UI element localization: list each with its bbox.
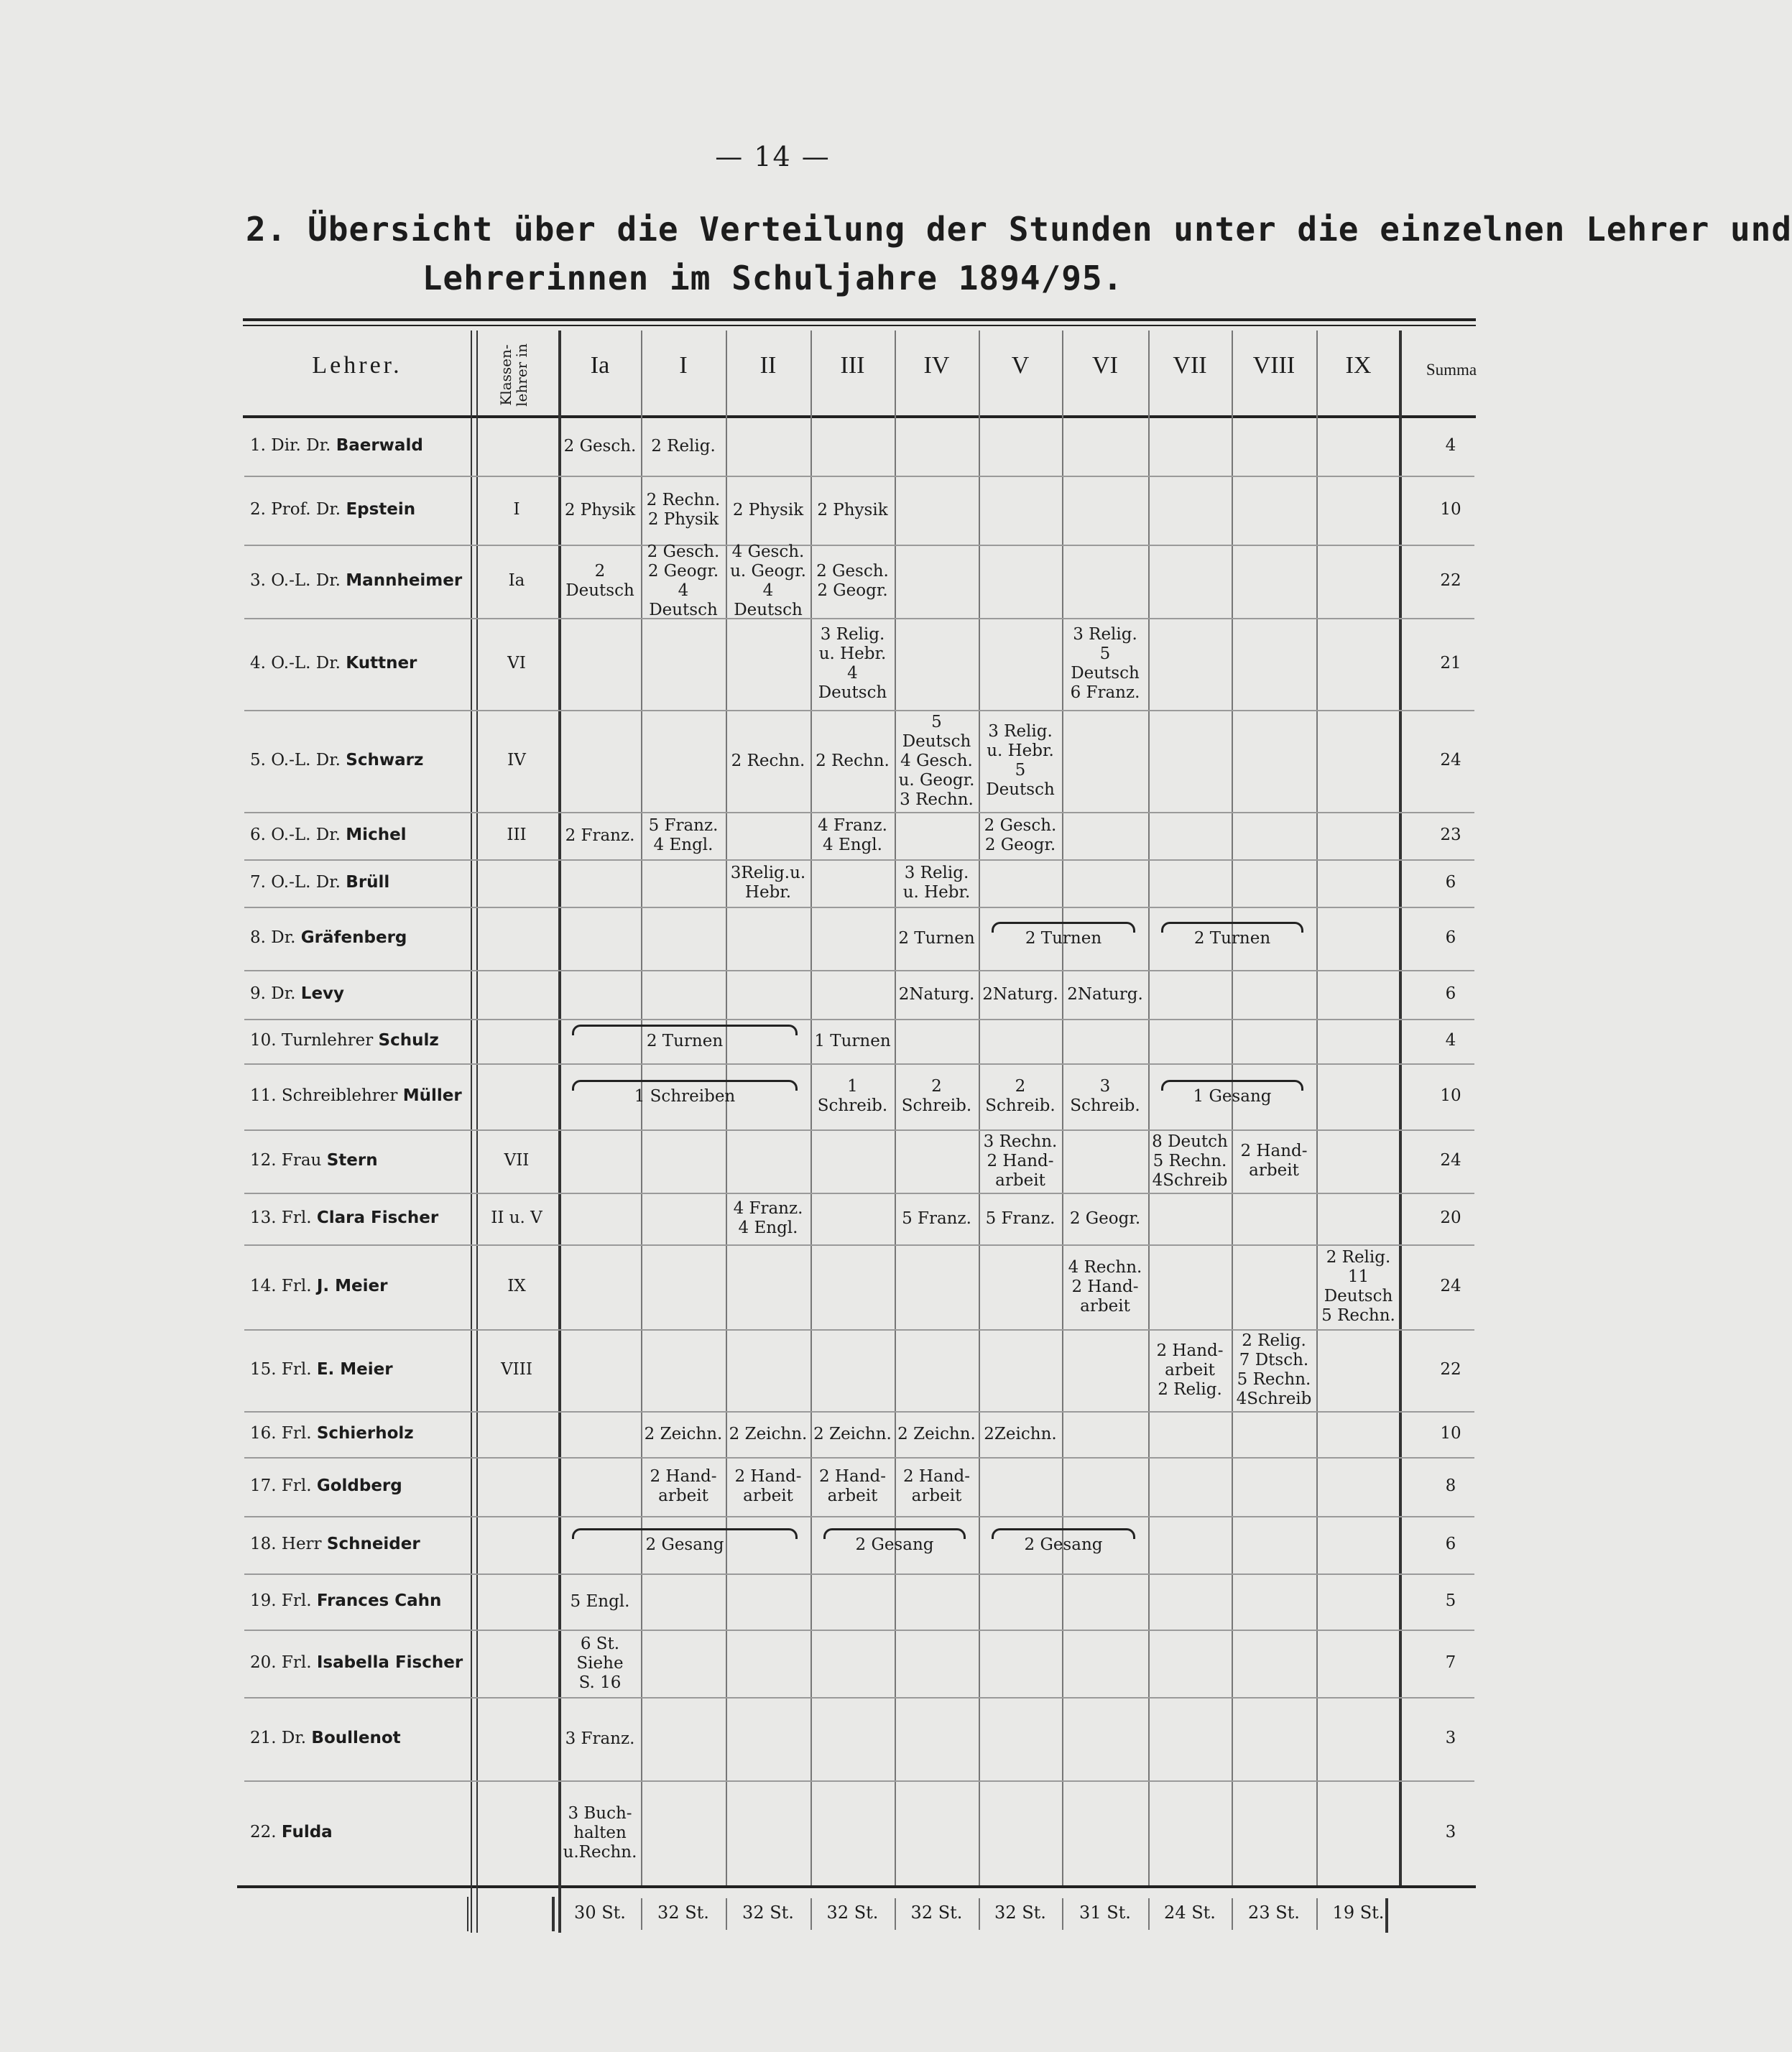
totals-right-bar [1385, 1898, 1388, 1933]
teacher-surname: Boullenot [311, 1729, 401, 1747]
cell-Ia-row-18: 2 Gesang [645, 1535, 724, 1554]
klassenlehrer-14: IX [507, 1277, 526, 1295]
cell-III-row-11: 1 Schreib. [817, 1077, 888, 1115]
cell-V-row-9: 2Naturg. [982, 984, 1058, 1004]
cell-VII-row-11: 1 Gesang [1193, 1086, 1272, 1106]
row-divider-5 [244, 710, 1474, 711]
teacher-surname: Schwarz [346, 751, 424, 770]
row-divider-15 [244, 1329, 1474, 1331]
brace-11-7 [1161, 1080, 1303, 1091]
cell-I-row-6: 5 Franz. 4 Engl. [648, 816, 719, 854]
brace-11-0 [572, 1080, 798, 1091]
klassenlehrer-13: II u. V [491, 1208, 542, 1227]
teacher-surname: Kuttner [346, 654, 417, 673]
cell-II-row-17: 2 Hand- arbeit [734, 1467, 802, 1505]
brace-8-5 [992, 922, 1135, 933]
total-III: 32 St. [826, 1903, 879, 1923]
page-title-line-1: 2. Übersicht über die Verteilung der Stunden unter die einzelnen Lehrer und [246, 210, 1792, 249]
total-VI: 31 St. [1079, 1903, 1131, 1923]
teacher-name-10 [250, 1031, 439, 1050]
teacher-surname: Isabella Fischer [316, 1653, 463, 1672]
cell-III-row-4: 3 Relig. u. Hebr. 4 Deutsch [818, 625, 887, 702]
teacher-title: Frl. [281, 1591, 317, 1610]
vline-col-8 [1232, 331, 1233, 1885]
teacher-number: 15. [250, 1360, 282, 1379]
teacher-title: O.-L. Dr. [271, 654, 346, 673]
summa-16: 10 [1440, 1424, 1461, 1443]
klassenlehrer-3: Ia [508, 571, 525, 590]
cell-III-row-2: 2 Physik [817, 500, 888, 519]
row-divider-17 [244, 1457, 1474, 1459]
header-class-IX: IX [1345, 352, 1372, 379]
header-bottom-rule [243, 415, 1476, 418]
klassenlehrer-15: VIII [501, 1360, 532, 1379]
teacher-surname: J. Meier [316, 1277, 388, 1295]
cell-VI-row-9: 2Naturg. [1067, 984, 1143, 1004]
summa-13: 20 [1440, 1208, 1461, 1227]
teacher-number: 17. [250, 1476, 282, 1495]
teacher-title: O.-L. Dr. [271, 873, 346, 892]
header-class-Ia: Ia [590, 352, 610, 379]
teacher-title: Herr [281, 1535, 327, 1553]
teacher-number: 1. [250, 436, 272, 455]
cell-Ia-row-21: 3 Franz. [565, 1729, 635, 1748]
teacher-name-9 [250, 984, 344, 1003]
cell-II-row-5: 2 Rechn. [731, 751, 805, 770]
total-V: 32 St. [994, 1903, 1046, 1923]
teacher-title: Dr. [281, 1729, 312, 1747]
teacher-name-3 [250, 571, 462, 590]
header-class-V: V [1011, 352, 1030, 379]
totals-left-bar [467, 1897, 468, 1931]
cell-Ia-row-19: 5 Engl. [570, 1591, 630, 1611]
brace-18-3 [823, 1528, 966, 1539]
teacher-number: 3. [250, 571, 272, 590]
totals-divider-9 [1316, 1898, 1318, 1930]
teacher-surname: Müller [402, 1086, 462, 1105]
teacher-surname: Stern [326, 1151, 378, 1170]
summa-8: 6 [1445, 928, 1456, 947]
teacher-surname: Michel [346, 826, 407, 844]
cell-III-row-18: 2 Gesang [855, 1535, 934, 1554]
cell-VII-row-15: 2 Hand- arbeit 2 Relig. [1156, 1341, 1224, 1399]
teacher-name-15 [250, 1360, 393, 1379]
row-divider-14 [244, 1244, 1474, 1246]
header-class-VII: VII [1173, 352, 1207, 379]
summa-11: 10 [1440, 1086, 1461, 1105]
header-class-VIII: VIII [1252, 352, 1295, 379]
totals-divider-2 [726, 1898, 727, 1930]
teacher-number: 19. [250, 1591, 282, 1610]
teacher-surname: Baerwald [336, 436, 423, 455]
header-summa: Summa [1426, 361, 1477, 379]
teacher-number: 12. [250, 1151, 282, 1170]
teacher-surname: Schulz [378, 1031, 439, 1050]
teacher-name-1 [250, 436, 423, 455]
summa-10: 4 [1445, 1031, 1456, 1050]
totals-left-bar-2 [552, 1897, 555, 1931]
header-lehrer: Lehrer. [312, 352, 402, 379]
row-divider-22 [244, 1780, 1474, 1782]
summa-9: 6 [1445, 984, 1456, 1003]
cell-VIII-row-12: 2 Hand- arbeit [1240, 1142, 1308, 1180]
vline-klassen-left-2 [471, 331, 472, 1933]
teacher-name-11 [250, 1086, 462, 1105]
cell-Ia-row-22: 3 Buch- halten u.Rechn. [563, 1803, 637, 1862]
row-divider-8 [244, 907, 1474, 908]
teacher-number: 22. [250, 1823, 282, 1841]
summa-1: 4 [1445, 436, 1456, 455]
cell-VII-row-12: 8 Deutch 5 Rechn. 4Schreib [1152, 1132, 1228, 1190]
cell-Ia-row-6: 2 Franz. [565, 826, 635, 845]
cell-III-row-17: 2 Hand- arbeit [818, 1467, 887, 1505]
summa-17: 8 [1445, 1476, 1456, 1495]
teacher-title: Frl. [281, 1476, 317, 1495]
total-II: 32 St. [742, 1903, 794, 1923]
teacher-title: O.-L. Dr. [271, 826, 346, 844]
teacher-surname: Clara Fischer [316, 1208, 439, 1227]
teacher-name-12 [250, 1151, 378, 1170]
cell-V-row-8: 2 Turnen [1025, 928, 1102, 948]
totals-divider-3 [810, 1898, 812, 1930]
summa-20: 7 [1445, 1653, 1456, 1672]
summa-21: 3 [1445, 1729, 1456, 1747]
teacher-title: Prof. Dr. [271, 500, 346, 519]
klassenlehrer-5: IV [507, 751, 526, 770]
cell-III-row-3: 2 Gesch. 2 Geogr. [816, 562, 889, 600]
cell-IV-row-5: 5 Deutsch 4 Gesch. u. Geogr. 3 Rechn. [898, 712, 975, 809]
cell-V-row-5: 3 Relig. u. Hebr. 5 Deutsch [986, 722, 1055, 799]
teacher-surname: Gräfenberg [300, 928, 407, 947]
cell-I-row-1: 2 Relig. [651, 436, 716, 456]
row-divider-18 [244, 1516, 1474, 1517]
teacher-title: O.-L. Dr. [271, 571, 346, 590]
cell-II-row-2: 2 Physik [732, 500, 804, 519]
cell-I-row-17: 2 Hand- arbeit [650, 1467, 717, 1505]
summa-4: 21 [1440, 654, 1461, 673]
teacher-number: 8. [250, 928, 272, 947]
cell-VI-row-11: 3 Schreib. [1070, 1077, 1140, 1115]
row-divider-6 [244, 812, 1474, 813]
row-divider-11 [244, 1063, 1474, 1065]
cell-VI-row-4: 3 Relig. 5 Deutsch 6 Franz. [1070, 625, 1140, 702]
cell-II-row-7: 3Relig.u. Hebr. [730, 864, 806, 902]
total-Ia: 30 St. [574, 1903, 626, 1923]
cell-III-row-6: 4 Franz. 4 Engl. [818, 816, 887, 854]
teacher-name-20 [250, 1653, 463, 1672]
summa-14: 24 [1440, 1277, 1461, 1295]
header-class-I: I [679, 352, 688, 379]
cell-IV-row-11: 2 Schreib. [901, 1077, 972, 1115]
total-IX: 19 St. [1332, 1903, 1385, 1923]
cell-I-row-16: 2 Zeichn. [644, 1424, 723, 1443]
teacher-number: 13. [250, 1208, 282, 1227]
cell-IV-row-16: 2 Zeichn. [897, 1424, 976, 1443]
row-divider-4 [244, 618, 1474, 619]
brace-18-0 [572, 1528, 798, 1539]
cell-Ia-row-10: 2 Turnen [646, 1031, 724, 1050]
row-divider-21 [244, 1697, 1474, 1699]
summa-12: 24 [1440, 1151, 1461, 1170]
cell-IV-row-7: 3 Relig. u. Hebr. [902, 864, 971, 902]
total-IV: 32 St. [910, 1903, 963, 1923]
teacher-number: 5. [250, 751, 272, 770]
teacher-name-14 [250, 1277, 387, 1295]
total-I: 32 St. [657, 1903, 709, 1923]
teacher-title: Turnlehrer [281, 1031, 379, 1050]
summa-5: 24 [1440, 751, 1461, 770]
cell-II-row-16: 2 Zeichn. [729, 1424, 808, 1443]
klassenlehrer-2: I [513, 500, 520, 519]
klassenlehrer-4: VI [507, 654, 526, 673]
teacher-number: 16. [250, 1424, 282, 1443]
row-divider-13 [244, 1193, 1474, 1194]
row-divider-2 [244, 476, 1474, 477]
total-VIII: 23 St. [1248, 1903, 1300, 1923]
teacher-title: O.-L. Dr. [271, 751, 346, 770]
teacher-name-18 [250, 1535, 420, 1553]
teacher-title: Frau [281, 1151, 327, 1170]
teacher-number: 18. [250, 1535, 282, 1553]
row-divider-19 [244, 1573, 1474, 1575]
brace-8-7 [1161, 922, 1303, 933]
row-divider-20 [244, 1630, 1474, 1631]
cell-V-row-13: 5 Franz. [985, 1208, 1056, 1228]
teacher-name-22 [250, 1823, 333, 1841]
teacher-name-7 [250, 873, 389, 892]
teacher-number: 10. [250, 1031, 282, 1050]
summa-6: 23 [1440, 826, 1461, 844]
teacher-surname: Goldberg [316, 1476, 402, 1495]
teacher-surname: Levy [300, 984, 345, 1003]
klassenlehrer-6: III [507, 826, 527, 844]
teacher-surname: Epstein [346, 500, 416, 519]
cell-III-row-5: 2 Rechn. [816, 751, 890, 770]
cell-IV-row-13: 5 Franz. [902, 1208, 971, 1228]
teacher-number: 9. [250, 984, 272, 1003]
header-class-VI: VI [1092, 352, 1118, 379]
vline-summa-left [1399, 331, 1402, 1885]
teacher-number: 2. [250, 500, 272, 519]
row-divider-9 [244, 970, 1474, 971]
cell-Ia-row-1: 2 Gesch. [563, 436, 637, 456]
cell-III-row-16: 2 Zeichn. [813, 1424, 892, 1443]
teacher-number: 20. [250, 1653, 282, 1672]
row-divider-10 [244, 1019, 1474, 1020]
teacher-surname: Schierholz [316, 1424, 414, 1443]
header-klassenlehrer: Klassen- lehrer in [497, 343, 530, 407]
total-VII: 24 St. [1164, 1903, 1216, 1923]
brace-10-0 [572, 1025, 798, 1035]
cell-IV-row-17: 2 Hand- arbeit [902, 1467, 971, 1505]
klassenlehrer-12: VII [504, 1151, 530, 1170]
teacher-name-16 [250, 1424, 414, 1443]
teacher-number: 14. [250, 1277, 282, 1295]
teacher-title: Frl. [281, 1208, 317, 1227]
row-divider-12 [244, 1129, 1474, 1131]
cell-V-row-6: 2 Gesch. 2 Geogr. [984, 816, 1057, 854]
cell-V-row-11: 2 Schreib. [985, 1077, 1056, 1115]
teacher-title: Frl. [281, 1360, 317, 1379]
teacher-name-13 [250, 1208, 438, 1227]
summa-7: 6 [1445, 873, 1456, 892]
teacher-surname: Frances Cahn [316, 1591, 442, 1610]
cell-Ia-row-3: 2 Deutsch [565, 562, 634, 600]
header-class-III: III [840, 352, 865, 379]
cell-IV-row-9: 2Naturg. [898, 984, 975, 1004]
teacher-name-4 [250, 654, 417, 673]
cell-II-row-13: 4 Franz. 4 Engl. [733, 1199, 803, 1237]
summa-3: 22 [1440, 571, 1461, 590]
teacher-number: 4. [250, 654, 272, 673]
cell-V-row-16: 2Zeichn. [984, 1424, 1057, 1443]
teacher-name-17 [250, 1476, 402, 1495]
teacher-surname: Schneider [326, 1535, 420, 1553]
teacher-name-19 [250, 1591, 441, 1610]
cell-I-row-2: 2 Rechn. 2 Physik [646, 491, 721, 529]
page-number: — 14 — [715, 141, 831, 172]
totals-divider-5 [979, 1898, 980, 1930]
page-title-line-2: Lehrerinnen im Schuljahre 1894/95. [422, 259, 1124, 297]
teacher-number: 11. [250, 1086, 282, 1105]
teacher-number: 6. [250, 826, 272, 844]
teacher-name-21 [250, 1729, 401, 1747]
cell-III-row-10: 1 Turnen [814, 1031, 891, 1050]
teacher-name-8 [250, 928, 407, 947]
totals-divider-8 [1232, 1898, 1233, 1930]
teacher-title: Frl. [281, 1653, 317, 1672]
vline-col-9 [1316, 331, 1318, 1885]
teacher-surname: Fulda [281, 1823, 333, 1841]
cell-VIII-row-15: 2 Relig. 7 Dtsch. 5 Rechn. 4Schreib [1236, 1331, 1312, 1408]
cell-II-row-3: 4 Gesch. u. Geogr. 4 Deutsch [730, 542, 806, 619]
summa-15: 22 [1440, 1360, 1461, 1379]
teacher-title: Frl. [281, 1424, 317, 1443]
cell-Ia-row-20: 6 St. Siehe S. 16 [576, 1634, 624, 1692]
cell-Ia-row-11: 1 Schreiben [634, 1086, 736, 1106]
teacher-title: Frl. [281, 1277, 317, 1295]
teacher-surname: E. Meier [316, 1360, 393, 1379]
summa-18: 6 [1445, 1535, 1456, 1553]
cell-IV-row-8: 2 Turnen [898, 928, 975, 948]
cell-Ia-row-2: 2 Physik [564, 500, 636, 519]
table-top-rule [243, 318, 1476, 321]
teacher-name-5 [250, 751, 423, 770]
header-class-IV: IV [923, 352, 950, 379]
cell-VII-row-8: 2 Turnen [1193, 928, 1271, 948]
cell-V-row-18: 2 Gesang [1024, 1535, 1103, 1554]
vline-col-7 [1148, 331, 1150, 1885]
teacher-number: 21. [250, 1729, 282, 1747]
totals-divider-1 [641, 1898, 642, 1930]
totals-divider-6 [1062, 1898, 1063, 1930]
teacher-surname: Mannheimer [346, 571, 463, 590]
brace-18-5 [992, 1528, 1135, 1539]
teacher-title: Dr. [271, 984, 301, 1003]
row-divider-16 [244, 1411, 1474, 1413]
cell-I-row-3: 2 Gesch. 2 Geogr. 4 Deutsch [647, 542, 720, 619]
teacher-title: Dr. [271, 928, 301, 947]
teacher-title: Schreiblehrer [281, 1086, 403, 1105]
teacher-name-2 [250, 500, 415, 519]
header-class-II: II [759, 352, 777, 379]
totals-divider-4 [895, 1898, 896, 1930]
cell-V-row-12: 3 Rechn. 2 Hand- arbeit [983, 1132, 1058, 1190]
cell-IX-row-14: 2 Relig. 11 Deutsch 5 Rechn. [1321, 1248, 1395, 1325]
row-divider-3 [244, 545, 1474, 546]
teacher-surname: Brüll [346, 873, 390, 892]
summa-22: 3 [1445, 1823, 1456, 1841]
cell-VI-row-13: 2 Geogr. [1069, 1208, 1141, 1228]
row-divider-7 [244, 859, 1474, 861]
table-bottom-rule [237, 1885, 1476, 1888]
totals-divider-7 [1148, 1898, 1150, 1930]
summa-19: 5 [1445, 1591, 1456, 1610]
teacher-title: Dir. Dr. [271, 436, 336, 455]
teacher-number: 7. [250, 873, 272, 892]
table-top-rule-2 [243, 325, 1476, 326]
cell-VI-row-14: 4 Rechn. 2 Hand- arbeit [1068, 1257, 1142, 1316]
teacher-name-6 [250, 826, 407, 844]
summa-2: 10 [1440, 500, 1461, 519]
